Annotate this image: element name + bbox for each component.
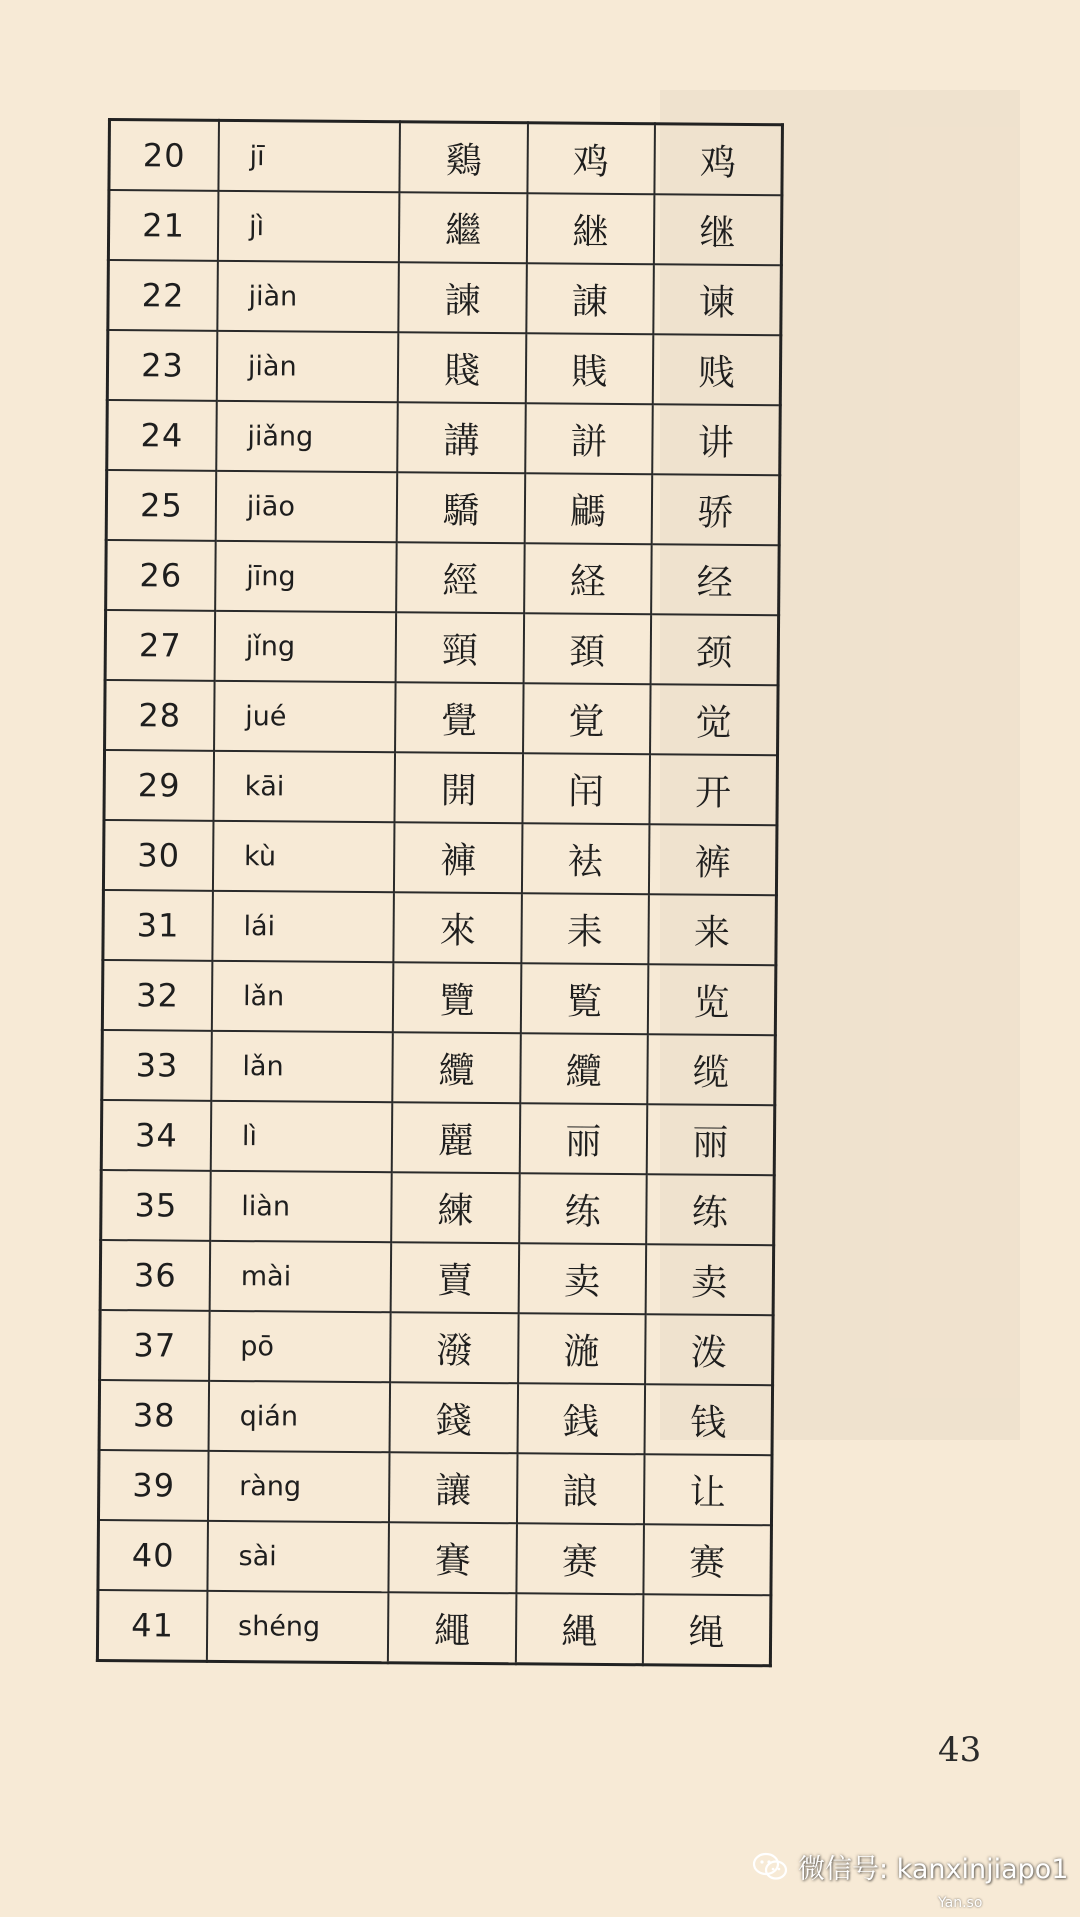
row-number: 20 <box>109 120 219 191</box>
pinyin-cell: jiāo <box>216 471 398 542</box>
traditional-char-cell: 賤 <box>398 332 526 403</box>
row-number: 29 <box>104 750 214 821</box>
pinyin-cell: qián <box>208 1381 390 1452</box>
table-row <box>106 540 780 615</box>
simplified-char-cell: 经 <box>651 544 779 615</box>
pinyin-cell: kāi <box>213 751 395 822</box>
pinyin-cell: jì <box>218 191 400 262</box>
pinyin-cell: lì <box>211 1101 393 1172</box>
table-row <box>103 890 777 965</box>
row-number: 21 <box>108 190 218 261</box>
intermediate-char-cell: 誏 <box>517 1453 645 1524</box>
intermediate-char-cell: 継 <box>527 193 655 264</box>
intermediate-char-cell: 耒 <box>521 893 649 964</box>
row-number: 40 <box>98 1520 208 1591</box>
simplified-char-cell: 开 <box>649 754 777 825</box>
table-row <box>100 1310 774 1385</box>
simplified-char-cell: 骄 <box>651 474 779 545</box>
character-table-wrapper <box>96 118 784 1667</box>
table-row <box>107 400 781 475</box>
simplified-char-cell: 钱 <box>644 1384 772 1455</box>
traditional-char-cell: 讓 <box>389 1452 517 1523</box>
pinyin-cell: jī <box>218 120 400 192</box>
row-number: 38 <box>99 1380 209 1451</box>
table-row <box>98 1450 772 1525</box>
intermediate-char-cell: 袪 <box>522 823 650 894</box>
intermediate-char-cell: 赛 <box>516 1523 644 1594</box>
table-row <box>108 260 782 335</box>
intermediate-char-cell: 賎 <box>525 333 653 404</box>
traditional-char-cell: 來 <box>394 892 522 963</box>
simplified-char-cell: 卖 <box>645 1244 773 1315</box>
intermediate-char-cell: 縄 <box>516 1593 644 1664</box>
simplified-char-cell: 泼 <box>645 1314 773 1385</box>
traditional-char-cell: 開 <box>395 752 523 823</box>
simplified-char-cell: 继 <box>654 194 782 265</box>
intermediate-char-cell: 鸡 <box>527 123 655 194</box>
table-row <box>106 470 780 545</box>
pinyin-cell: mài <box>210 1241 392 1312</box>
simplified-char-cell: 颈 <box>650 614 778 685</box>
row-number: 31 <box>103 890 213 961</box>
traditional-char-cell: 經 <box>397 542 525 613</box>
intermediate-char-cell: 丽 <box>519 1103 647 1174</box>
row-number: 28 <box>105 680 215 751</box>
row-number: 36 <box>100 1240 210 1311</box>
table-row <box>101 1100 775 1175</box>
watermark-credit: Yan.so <box>938 1895 983 1911</box>
pinyin-cell: lǎn <box>212 961 394 1032</box>
table-row <box>98 1520 772 1595</box>
row-number: 35 <box>101 1170 211 1241</box>
wechat-icon <box>752 1851 790 1883</box>
row-number: 24 <box>107 400 217 471</box>
table-row <box>107 330 781 405</box>
pinyin-cell: jīng <box>215 541 397 612</box>
traditional-char-cell: 鷄 <box>400 122 528 193</box>
simplified-char-cell: 贱 <box>653 334 781 405</box>
pinyin-cell: kù <box>213 821 395 892</box>
intermediate-char-cell: 纜 <box>520 1033 648 1104</box>
simplified-char-cell: 鸡 <box>654 124 782 196</box>
simplified-char-cell: 谏 <box>653 264 781 335</box>
simplified-char-cell: 览 <box>648 964 776 1035</box>
row-number: 41 <box>97 1590 207 1661</box>
traditional-char-cell: 諫 <box>399 262 527 333</box>
row-number: 27 <box>105 610 215 681</box>
intermediate-char-cell: 闬 <box>522 753 650 824</box>
intermediate-char-cell: 経 <box>524 543 652 614</box>
row-number: 32 <box>102 960 212 1031</box>
table-row <box>105 610 779 685</box>
traditional-char-cell: 賽 <box>389 1522 517 1593</box>
wechat-watermark <box>752 1847 1068 1886</box>
table-row <box>101 1170 775 1245</box>
traditional-char-cell: 覽 <box>393 962 521 1033</box>
simplified-char-cell: 赛 <box>643 1524 771 1595</box>
traditional-char-cell: 纜 <box>393 1032 521 1103</box>
traditional-char-cell: 褲 <box>394 822 522 893</box>
row-number: 25 <box>106 470 216 541</box>
table-row <box>109 120 783 196</box>
table-row <box>104 750 778 825</box>
intermediate-char-cell: 卖 <box>518 1243 646 1314</box>
simplified-char-cell: 来 <box>648 894 776 965</box>
row-number: 34 <box>101 1100 211 1171</box>
traditional-char-cell: 錢 <box>390 1382 518 1453</box>
pinyin-cell: sài <box>207 1521 389 1592</box>
pinyin-cell: pō <box>209 1311 391 1382</box>
table-row <box>102 960 776 1035</box>
traditional-char-cell: 驕 <box>397 472 525 543</box>
table-row <box>97 1590 771 1666</box>
pinyin-cell: jué <box>214 681 396 752</box>
intermediate-char-cell: 覚 <box>523 683 651 754</box>
pinyin-cell: jiǎng <box>216 401 398 472</box>
traditional-char-cell: 潑 <box>391 1312 519 1383</box>
pinyin-cell: jǐng <box>215 611 397 682</box>
traditional-char-cell: 繼 <box>399 192 527 263</box>
pinyin-cell: jiàn <box>217 261 399 332</box>
intermediate-char-cell: 湤 <box>518 1313 646 1384</box>
page-number: 43 <box>938 1730 982 1770</box>
pinyin-cell: lái <box>212 891 394 962</box>
simplified-char-cell: 绳 <box>643 1594 771 1666</box>
table-row <box>100 1240 774 1315</box>
simplified-char-cell: 让 <box>644 1454 772 1525</box>
pinyin-cell: ràng <box>208 1451 390 1522</box>
row-number: 33 <box>102 1030 212 1101</box>
simplified-char-cell: 丽 <box>647 1104 775 1175</box>
traditional-char-cell: 講 <box>398 402 526 473</box>
traditional-char-cell: 麗 <box>392 1102 520 1173</box>
table-row <box>108 190 782 265</box>
traditional-char-cell: 頸 <box>396 612 524 683</box>
intermediate-char-cell: 諌 <box>526 263 654 334</box>
row-number: 22 <box>108 260 218 331</box>
watermark-text: 微信号: kanxinjiapo1 <box>798 1854 1069 1885</box>
intermediate-char-cell: 銭 <box>517 1383 645 1454</box>
pinyin-cell: jiàn <box>217 331 399 402</box>
traditional-char-cell: 覺 <box>395 682 523 753</box>
pinyin-cell: liàn <box>210 1171 392 1242</box>
row-number: 30 <box>103 820 213 891</box>
traditional-char-cell: 賣 <box>391 1242 519 1313</box>
pinyin-cell: shéng <box>207 1591 389 1663</box>
table-row <box>105 680 779 755</box>
simplified-char-cell: 练 <box>646 1174 774 1245</box>
table-row <box>103 820 777 895</box>
intermediate-char-cell: 誁 <box>525 403 653 474</box>
simplified-char-cell: 缆 <box>647 1034 775 1105</box>
row-number: 23 <box>107 330 217 401</box>
simplified-char-cell: 讲 <box>652 404 780 475</box>
simplified-char-cell: 裤 <box>649 824 777 895</box>
table-row <box>102 1030 776 1105</box>
character-table-body <box>97 120 782 1666</box>
traditional-char-cell: 練 <box>392 1172 520 1243</box>
character-table <box>96 118 784 1667</box>
intermediate-char-cell: 练 <box>519 1173 647 1244</box>
intermediate-char-cell: 覧 <box>520 963 648 1034</box>
simplified-char-cell: 觉 <box>650 684 778 755</box>
row-number: 37 <box>100 1310 210 1381</box>
row-number: 39 <box>98 1450 208 1521</box>
traditional-char-cell: 繩 <box>388 1592 516 1663</box>
intermediate-char-cell: 頚 <box>523 613 651 684</box>
intermediate-char-cell: 騗 <box>524 473 652 544</box>
table-row <box>99 1380 773 1455</box>
pinyin-cell: lǎn <box>211 1031 393 1102</box>
row-number: 26 <box>106 540 216 611</box>
